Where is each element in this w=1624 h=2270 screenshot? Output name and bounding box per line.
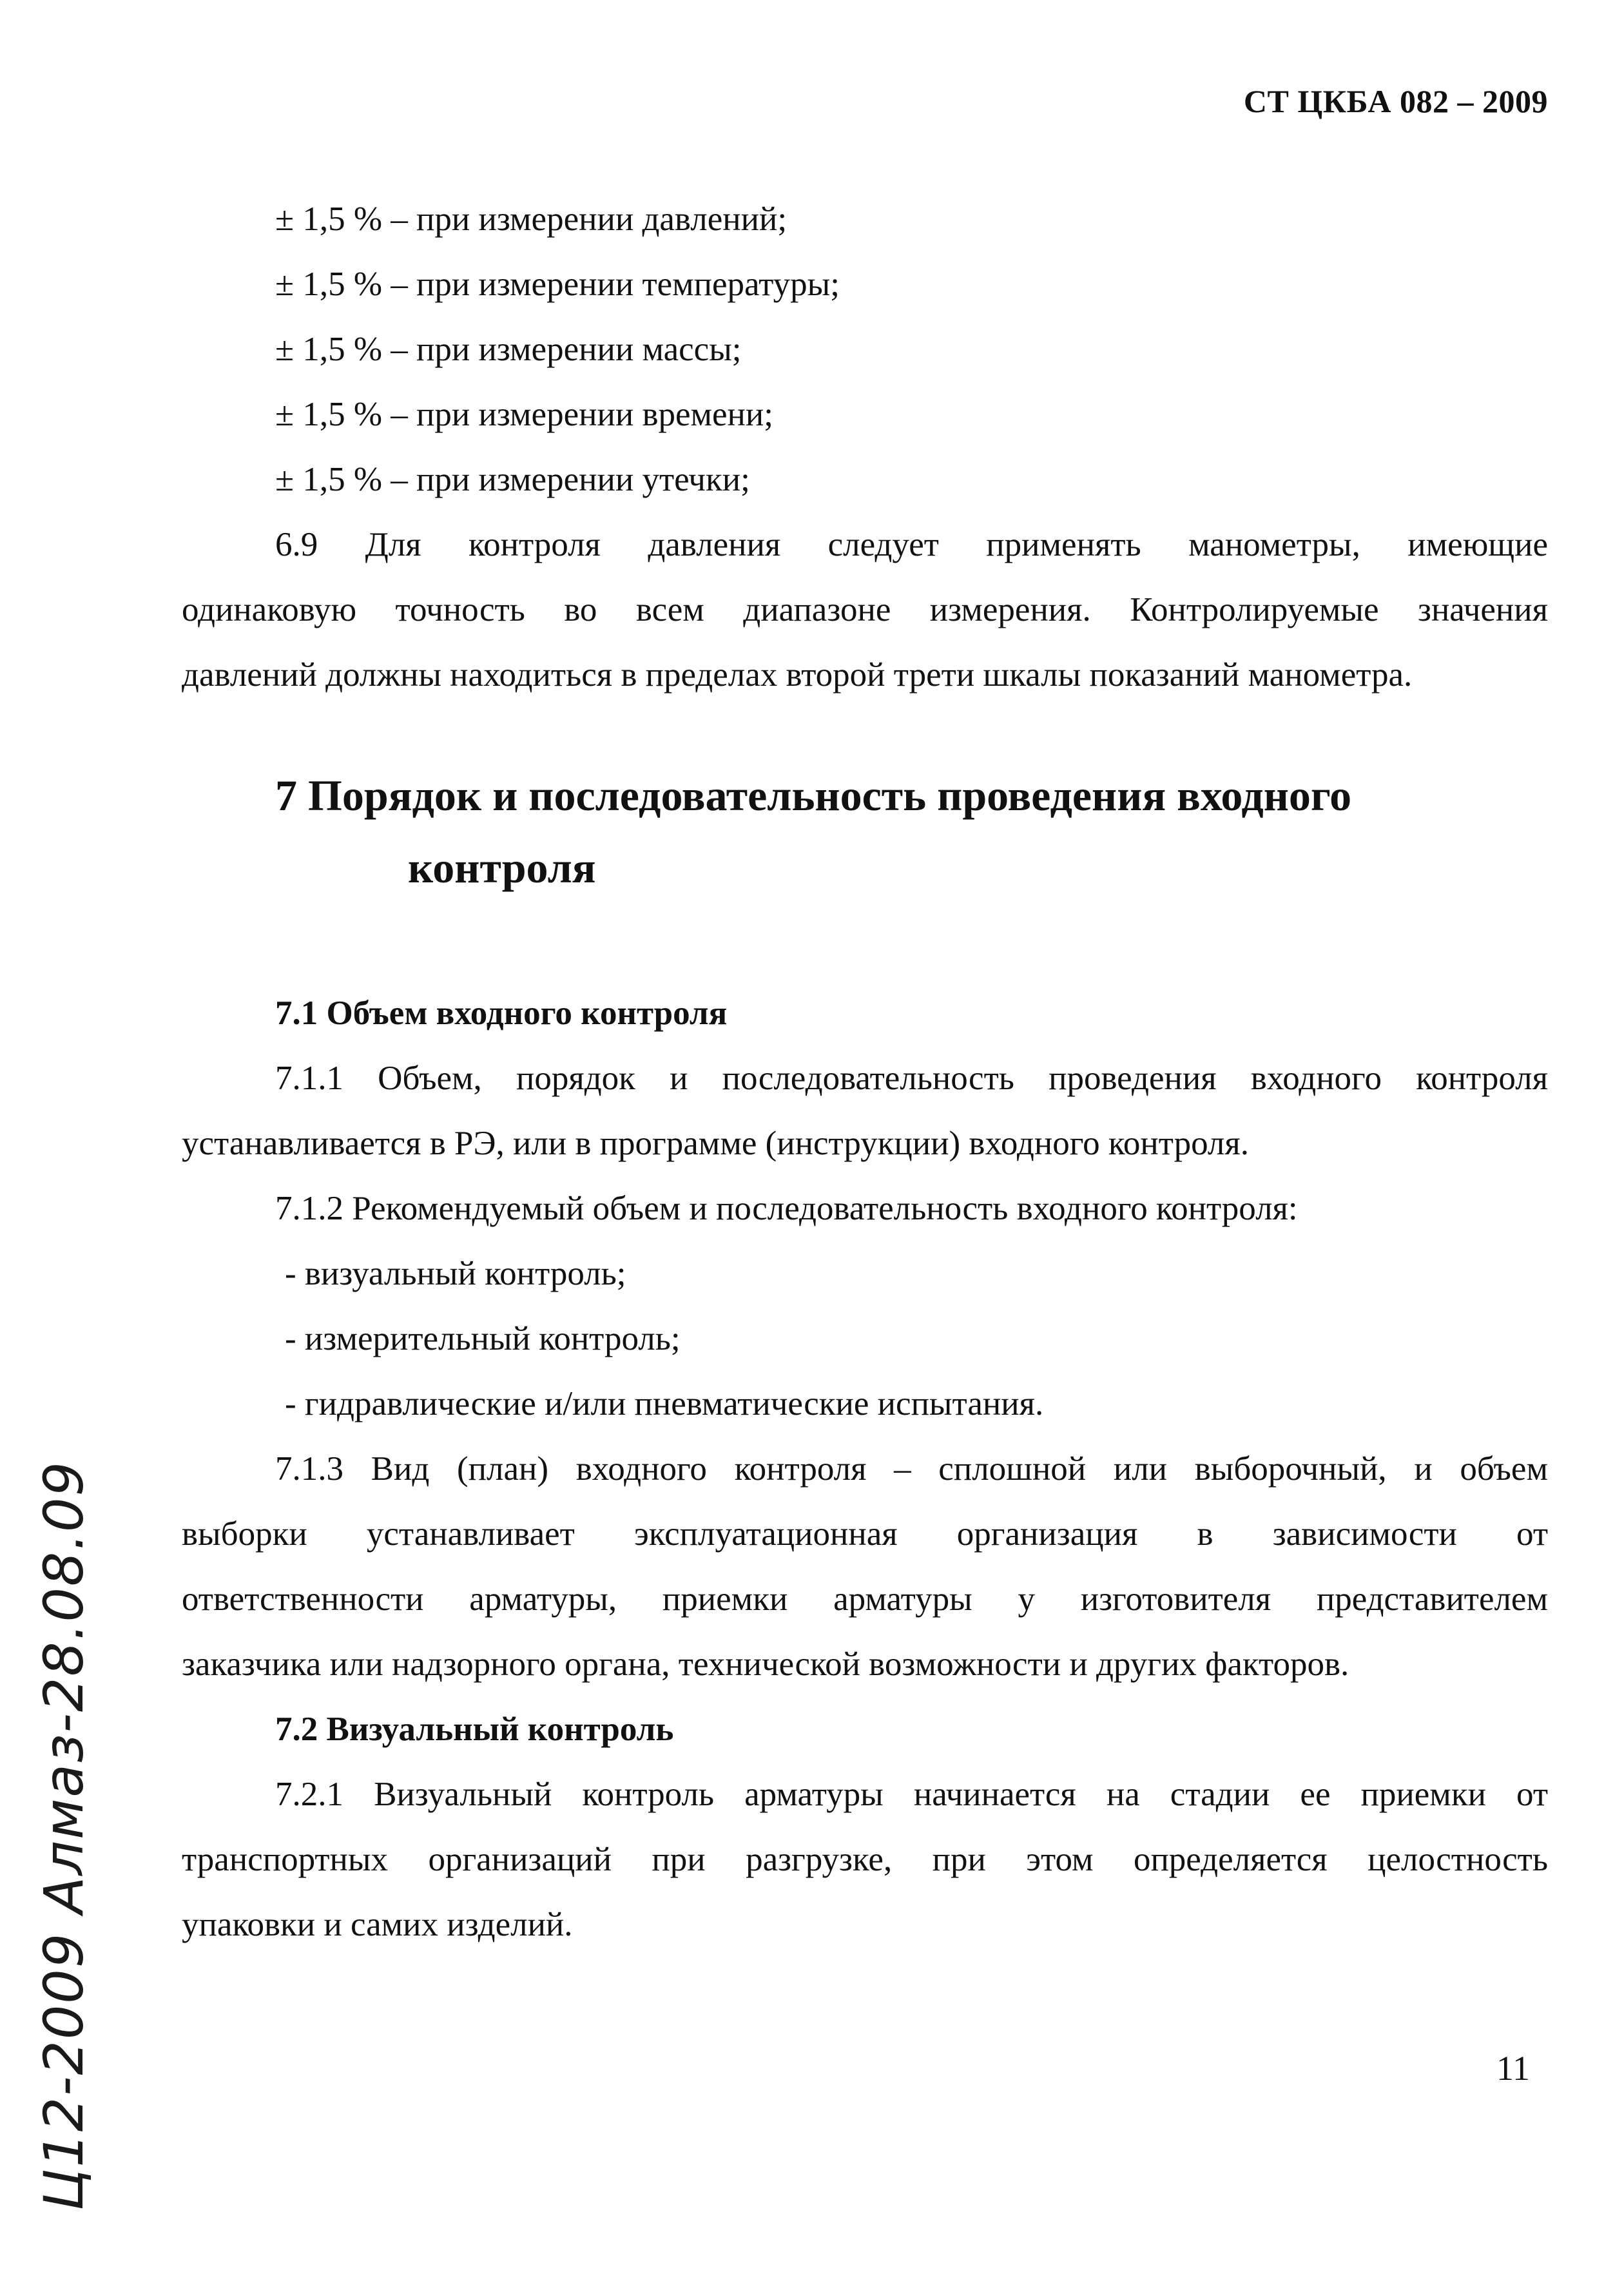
- handwritten-margin-note: Ц12-2009 Алмаз-28.08.09: [32, 1460, 95, 2211]
- tolerance-time: ± 1,5 % – при измерении времени;: [275, 396, 774, 433]
- tolerance-leak: ± 1,5 % – при измерении утечки;: [275, 461, 750, 498]
- subsection-7-1-heading: 7.1 Объем входного контроля: [275, 994, 728, 1032]
- paragraph-7-1-3-line: 7.1.3 Вид (план) входного контроля – сплошной или выборочный, и объем: [275, 1450, 1548, 1488]
- document-code: СТ ЦКБА 082 – 2009: [1243, 83, 1548, 119]
- tolerance-temperature: ± 1,5 % – при измерении температуры;: [275, 266, 840, 303]
- paragraph-7-1-2: 7.1.2 Рекомендуемый объем и последовательность входного контроля:: [275, 1190, 1298, 1227]
- list-item: - гидравлические и/или пневматические испытания.: [285, 1385, 1044, 1422]
- paragraph-6-9-line: 6.9 Для контроля давления следует применять манометры, имеющие: [275, 526, 1548, 563]
- section-7-title-line: контроля: [408, 843, 596, 892]
- list-item: - измерительный контроль;: [285, 1320, 681, 1357]
- paragraph-7-1-1-line: 7.1.1 Объем, порядок и последовательность проведения входного контроля: [275, 1060, 1548, 1097]
- paragraph-6-9-line: давлений должны находиться в пределах второй трети шкалы показаний манометра.: [182, 656, 1413, 694]
- paragraph-7-2-1-line: 7.2.1 Визуальный контроль арматуры начинается на стадии ее приемки от: [275, 1776, 1548, 1813]
- paragraph-7-1-3-line: ответственности арматуры, приемки арматуры у изготовителя представителем: [182, 1580, 1548, 1618]
- paragraph-7-2-1-line: транспортных организаций при разгрузке, при этом определяется целостность: [182, 1841, 1548, 1878]
- paragraph-7-1-3-line: заказчика или надзорного органа, технической возможности и других факторов.: [182, 1645, 1349, 1683]
- section-7-title: [182, 759, 1548, 904]
- page-number: 11: [1496, 2049, 1530, 2088]
- paragraph-7-1-3-line: выборки устанавливает эксплуатационная организация в зависимости от: [182, 1515, 1548, 1553]
- tolerance-mass: ± 1,5 % – при измерении массы;: [275, 331, 742, 368]
- page-content: [182, 187, 1548, 1957]
- paragraph-7-1-1-line: устанавливается в РЭ, или в программе (инструкции) входного контроля.: [182, 1125, 1249, 1162]
- subsection-7-2-heading: 7.2 Визуальный контроль: [275, 1711, 674, 1748]
- section-7-title-line: 7 Порядок и последовательность проведения входного: [275, 771, 1352, 820]
- paragraph-7-2-1-line: упаковки и самих изделий.: [182, 1906, 573, 1943]
- list-item: - визуальный контроль;: [285, 1255, 626, 1292]
- paragraph-6-9-line: одинаковую точность во всем диапазоне измерения. Контролируемые значения: [182, 591, 1548, 628]
- tolerance-pressure: ± 1,5 % – при измерении давлений;: [275, 200, 788, 238]
